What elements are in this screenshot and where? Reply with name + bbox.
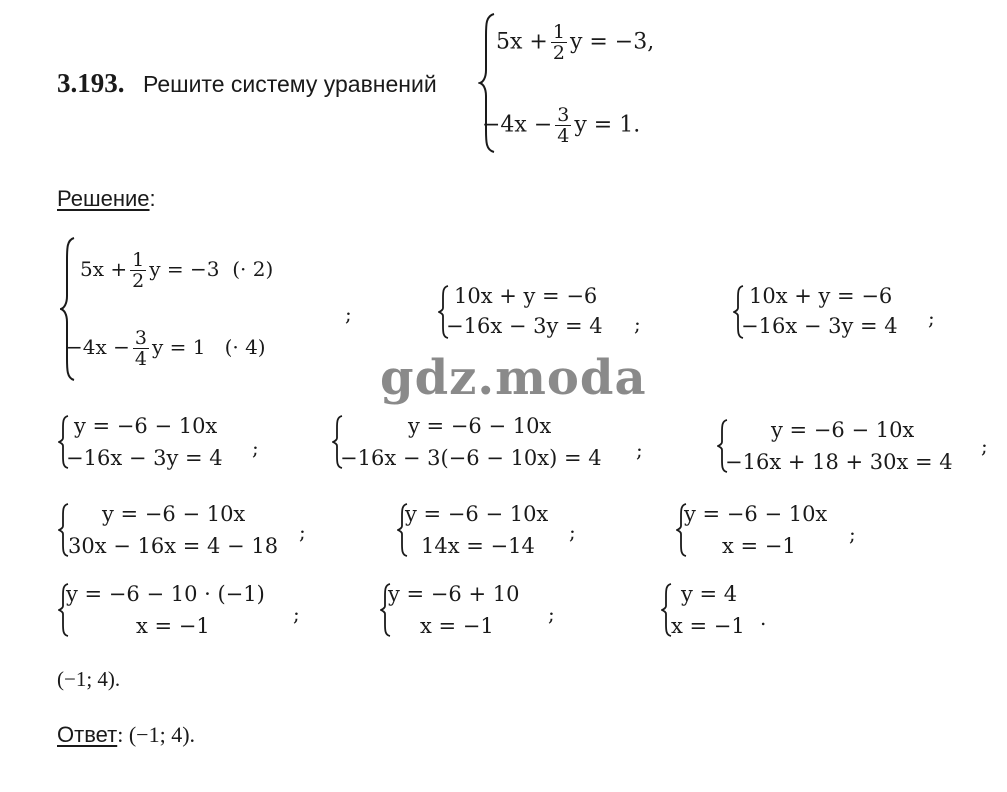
equation-1: y = −6 − 10 · (−1) [66,582,265,606]
equation-1: 5x + $\frac{1}{2}$ y = −3, [496,21,655,64]
fraction: $\frac{3}{4}$ [134,327,147,370]
equation-2: −16x − 3(−6 − 10x) = 4 [340,446,602,470]
equation-2: x = −1 [136,614,210,638]
semicolon: ; [299,520,306,544]
row1-system-1 [60,236,340,386]
problem-statement: Решите систему уравнений [143,71,437,97]
equation-1: y = −6 − 10x [405,502,549,526]
equation-2: −16x − 3y = 4 [66,446,223,470]
row2-system-1 [58,414,268,472]
row2-system-2 [332,414,652,472]
equation-2: x = −1 [671,614,745,638]
semicolon: ; [548,602,555,626]
period: . [760,606,767,630]
equation-2: x = −1 [722,534,796,558]
problem-number: 3.193. [57,68,125,98]
row4-system-2 [380,582,550,640]
semicolon: ; [849,522,856,546]
equation-1: y = −6 − 10x [408,414,552,438]
fraction: $\frac{1}{2}$ [552,21,565,64]
result-pair: (−1; 4). [57,667,121,691]
equation-1: 10x + y = −6 [749,284,893,308]
fraction: $\frac{1}{2}$ [132,249,145,292]
semicolon: ; [345,302,352,326]
equation-2: −16x + 18 + 30x = 4 [725,450,953,474]
row3-system-3 [676,502,856,560]
equation-1: 5x + $\frac{1}{2}$ y = −3 (· 2) [80,249,274,292]
row1-system-2 [438,284,638,342]
problem-system [478,12,698,157]
row4-system-1 [58,582,298,640]
semicolon: ; [981,434,988,458]
semicolon: ; [293,602,300,626]
fraction: $\frac{3}{4}$ [557,104,570,147]
equation-1: y = −6 − 10x [102,502,246,526]
row3-system-1 [58,502,308,560]
semicolon: ; [634,312,641,336]
equation-2: x = −1 [420,614,494,638]
solution-label: Решение: [57,186,156,211]
equation-1: y = −6 − 10x [684,502,828,526]
semicolon: ; [252,436,259,460]
equation-2: −4x − $\frac{3}{4}$ y = 1. [482,104,641,147]
semicolon: ; [928,306,935,330]
equation-2: −16x − 3y = 4 [741,314,898,338]
semicolon: ; [569,520,576,544]
equation-2: −16x − 3y = 4 [446,314,603,338]
equation-1: y = −6 − 10x [771,418,915,442]
answer-label: Ответ [57,722,118,747]
row3-system-2 [397,502,577,560]
equation-1: 10x + y = −6 [454,284,598,308]
answer: Ответ: (−1; 4). [57,722,196,747]
equation-2: 30x − 16x = 4 − 18 [68,534,279,558]
row2-system-3 [717,418,987,476]
answer-value: (−1; 4). [128,722,196,747]
equation-1: y = −6 + 10 [388,582,520,606]
watermark: gdz.moda [380,350,647,406]
equation-2: 14x = −14 [421,534,535,558]
semicolon: ; [636,438,643,462]
equation-2: −4x − $\frac{3}{4}$ y = 1 (· 4) [66,327,266,370]
equation-1: y = 4 [681,582,738,606]
row1-system-3 [733,284,933,342]
equation-1: y = −6 − 10x [74,414,218,438]
